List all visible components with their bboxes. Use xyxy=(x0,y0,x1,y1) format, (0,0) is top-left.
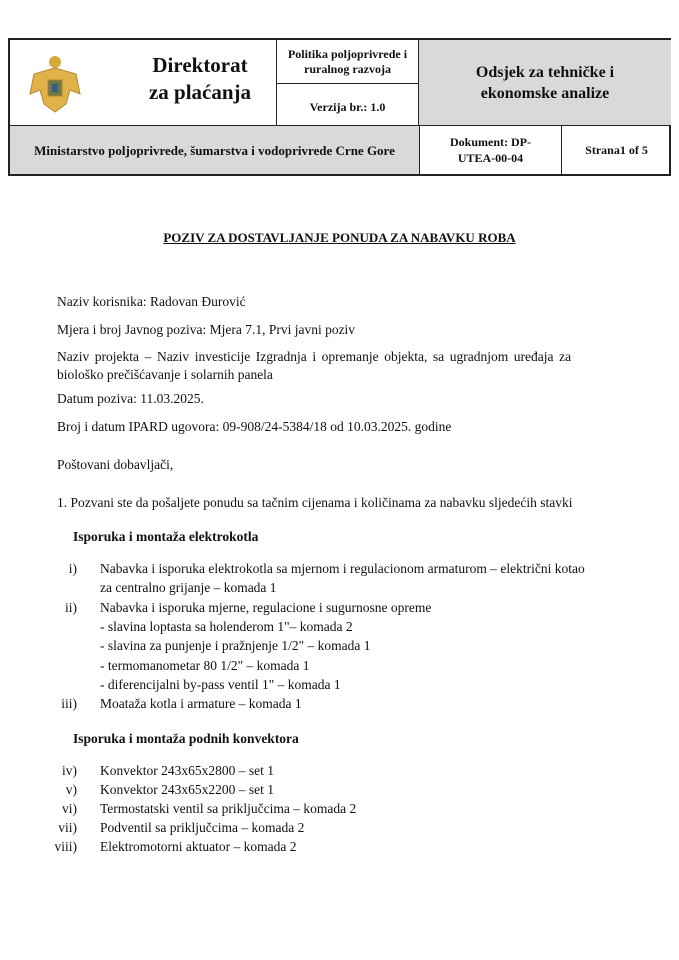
org-name-line1: Direktorat xyxy=(152,53,248,77)
item-line: Nabavka i isporuka mjerne, regulacione i sugurnosne opreme xyxy=(100,600,432,615)
item-number: iv) xyxy=(62,763,77,778)
measure-field: Mjera i broj Javnog poziva: Mjera 7.1, Prvi javni poziv xyxy=(57,322,356,337)
item-line: - slavina loptasta sa holenderom 1"– komada 2 xyxy=(100,619,353,634)
intro-paragraph: 1. Pozvani ste da pošaljete ponudu sa tačnim cijenama i količinama za nabavku sljedećih stavki xyxy=(57,495,573,510)
item-number: ii) xyxy=(65,600,77,615)
greeting: Poštovani dobavljači, xyxy=(57,457,174,472)
item-line: Termostatski ventil sa priključcima – komada 2 xyxy=(100,801,357,816)
ministry-cell: Ministarstvo poljoprivrede, šumarstva i vodoprivrede Crne Gore xyxy=(10,125,419,174)
document-title: POZIV ZA DOSTAVLJANJE PONUDA ZA NABAVKU ROBA xyxy=(163,230,516,245)
item-line: Moataža kotla i armature – komada 1 xyxy=(100,696,302,711)
section-heading: Isporuka i montaža elektrokotla xyxy=(73,529,259,544)
item-line: - termomanometar 80 1/2" – komada 1 xyxy=(100,658,310,673)
section-heading: Isporuka i montaža podnih konvektora xyxy=(73,731,299,746)
item-number: vi) xyxy=(62,801,77,816)
item-line: Podventil sa priključcima – komada 2 xyxy=(100,820,305,835)
item-number: i) xyxy=(68,561,77,576)
item-line: za centralno grijanje – komada 1 xyxy=(100,580,277,595)
document-number-cell: Dokument: DP-UTEA-00-04 xyxy=(419,125,561,174)
item-number: viii) xyxy=(54,839,77,854)
item-line: Elektromotorni aktuator – komada 2 xyxy=(100,839,297,854)
user-name-field: Naziv korisnika: Radovan Đurović xyxy=(57,294,246,309)
contract-field: Broj i datum IPARD ugovora: 09-908/24-5384/18 od 10.03.2025. godine xyxy=(57,419,452,434)
date-field: Datum poziva: 11.03.2025. xyxy=(57,391,204,406)
item-line: - slavina za punjenje i pražnjenje 1/2" – komada 1 xyxy=(100,638,371,653)
item-number: v) xyxy=(65,782,77,797)
montenegro-coat-of-arms-icon xyxy=(26,54,84,116)
item-line: Nabavka i isporuka elektrokotla sa mjernom i regulacionom armaturom – električni kotao xyxy=(100,561,585,576)
item-number: iii) xyxy=(61,696,77,711)
item-line: Konvektor 243x65x2200 – set 1 xyxy=(100,782,274,797)
org-name-line2: za plaćanja xyxy=(148,80,252,104)
item-line: - diferencijalni by-pass ventil 1" – komada 1 xyxy=(100,677,341,692)
item-number: vii) xyxy=(58,820,77,835)
version-cell: Verzija br.: 1.0 xyxy=(276,83,418,125)
policy-cell: Politika poljoprivrede i ruralnog razvoja xyxy=(276,40,418,83)
page-number-cell: Strana1 of 5 xyxy=(561,125,671,174)
item-line: Konvektor 243x65x2800 – set 1 xyxy=(100,763,274,778)
project-field-line1: Naziv projekta – Naziv investicije Izgradnja i opremanje objekta, sa ugradnjom uređaja za xyxy=(57,349,572,364)
department-cell: Odsjek za tehničke i ekonomske analize xyxy=(418,40,671,125)
org-cell xyxy=(10,40,276,125)
project-field-line2: biološko prečišćavanje i solarnih panela xyxy=(57,367,273,382)
document-header-table xyxy=(8,38,671,176)
